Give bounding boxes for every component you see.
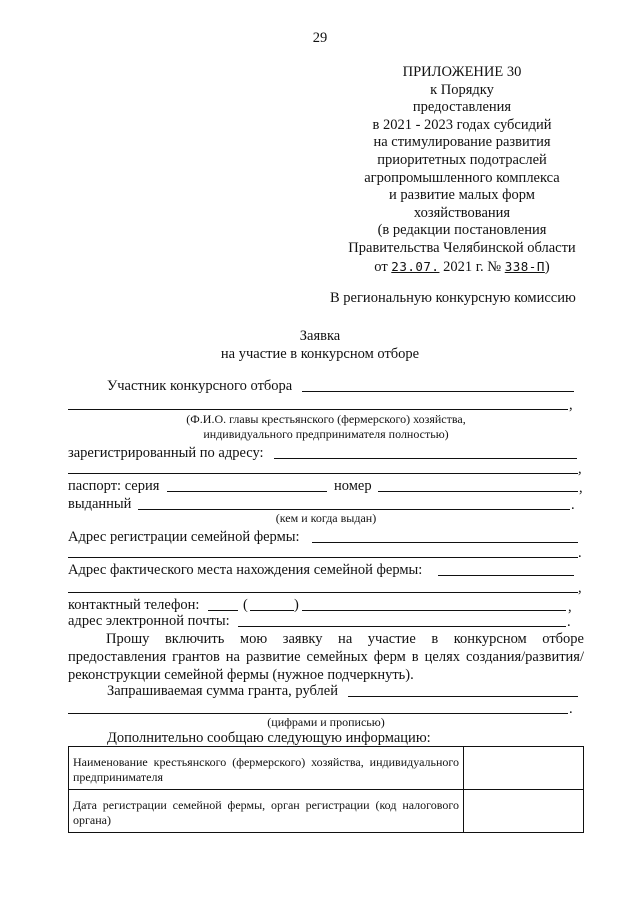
- request-paragraph: [68, 630, 584, 684]
- family-farm-registration-label: Адрес регистрации семейной фермы:: [68, 529, 300, 545]
- appendix-line: и развитие малых форм: [389, 187, 535, 204]
- phone-area-code-field[interactable]: [250, 610, 294, 611]
- fio-note-line-1: (Ф.И.О. главы крестьянского (фермерского) хозяйства,: [186, 412, 466, 426]
- form-title: [0, 328, 640, 363]
- grant-amount-field[interactable]: [348, 696, 578, 697]
- title-line-2: на участие в конкурсном отборе: [220, 345, 420, 362]
- appendix-line: на стимулирование развития: [373, 134, 551, 151]
- page-number: 29: [312, 30, 328, 46]
- issued-by-label: выданный: [68, 496, 132, 512]
- addressee: В региональную конкурсную комиссию: [330, 290, 576, 306]
- passport-number-label: номер: [334, 478, 372, 494]
- email-field[interactable]: [238, 626, 566, 627]
- title-line-1: Заявка: [299, 328, 341, 344]
- period: .: [578, 545, 582, 561]
- comma: ,: [568, 599, 572, 615]
- registered-address-field-continued[interactable]: [68, 473, 578, 474]
- participant-field[interactable]: [302, 391, 574, 392]
- period: .: [569, 701, 573, 717]
- passport-series-field[interactable]: [167, 491, 327, 492]
- resolution-date: 23.07.: [391, 258, 440, 274]
- fio-note: [68, 412, 584, 442]
- comma: ,: [579, 480, 583, 496]
- appendix-line: ПРИЛОЖЕНИЕ 30: [402, 64, 522, 80]
- appendix-line: приоритетных подотраслей: [377, 151, 547, 168]
- comma: ,: [569, 397, 573, 413]
- grant-amount-field-continued[interactable]: [68, 713, 568, 714]
- date-year: 2021 г. №: [443, 258, 502, 275]
- additional-info-label: Дополнительно сообщаю следующую информацию:: [107, 730, 431, 746]
- passport-number-field[interactable]: [378, 491, 578, 492]
- participant-label: Участник конкурсного отбора: [107, 378, 293, 394]
- appendix-header: [322, 64, 602, 276]
- appendix-line: к Порядку: [430, 81, 494, 98]
- date-prefix: от: [374, 258, 388, 275]
- comma: ,: [578, 461, 582, 477]
- phone-close-paren: ): [294, 597, 299, 613]
- fio-note-line-2: индивидуального предпринимателя полностью): [203, 427, 449, 441]
- amount-note: (цифрами и прописью): [267, 715, 385, 729]
- family-farm-registration-field[interactable]: [312, 542, 578, 543]
- table-cell-value[interactable]: [464, 790, 584, 833]
- family-farm-registration-field-continued[interactable]: [68, 557, 578, 558]
- family-farm-actual-address-field-continued[interactable]: [68, 592, 578, 593]
- table-cell-label: Дата регистрации семейной фермы, орган регистрации (код налогового органа): [69, 790, 464, 833]
- issued-note: (кем и когда выдан): [275, 511, 377, 525]
- phone-open-paren: (: [243, 597, 248, 613]
- phone-number-field[interactable]: [302, 610, 566, 611]
- phone-prefix-field[interactable]: [208, 610, 238, 611]
- date-suffix: ): [544, 258, 550, 275]
- participant-field-continued[interactable]: [68, 409, 568, 410]
- comma: ,: [578, 580, 582, 596]
- phone-label: контактный телефон:: [68, 597, 200, 613]
- info-table: [68, 746, 584, 833]
- appendix-line: предоставления: [412, 99, 512, 116]
- registered-address-field[interactable]: [274, 458, 577, 459]
- appendix-line: хозяйствования: [413, 204, 511, 221]
- request-text: Прошу включить мою заявку на участие в конкурсном отборе предоставления грантов на развитие семейных ферм в целях создания/развития/реконструкции семейной фермы (нужное подчеркнуть).: [68, 631, 584, 683]
- resolution-number: 338-П: [504, 258, 545, 274]
- appendix-line: (в редакции постановления: [377, 222, 547, 239]
- appendix-line: Правительства Челябинской области: [348, 239, 576, 256]
- table-row: [69, 790, 584, 833]
- issued-by-field[interactable]: [138, 509, 570, 510]
- appendix-line: в 2021 - 2023 годах субсидий: [372, 116, 552, 133]
- table-cell-label: Наименование крестьянского (фермерского) хозяйства, индивидуального предпринимателя: [69, 747, 464, 790]
- family-farm-actual-address-label: Адрес фактического места нахождения семейной фермы:: [68, 562, 423, 578]
- period: .: [571, 497, 575, 513]
- table-row: [69, 747, 584, 790]
- email-label: адрес электронной почты:: [68, 613, 230, 629]
- grant-amount-label: Запрашиваемая сумма гранта, рублей: [107, 683, 338, 699]
- appendix-date-line: [322, 258, 602, 277]
- registered-address-label: зарегистрированный по адресу:: [68, 445, 264, 461]
- family-farm-actual-address-field[interactable]: [438, 575, 574, 576]
- appendix-line: агропромышленного комплекса: [364, 169, 560, 186]
- passport-series-label: паспорт: серия: [68, 478, 160, 494]
- table-cell-value[interactable]: [464, 747, 584, 790]
- period: .: [567, 614, 571, 630]
